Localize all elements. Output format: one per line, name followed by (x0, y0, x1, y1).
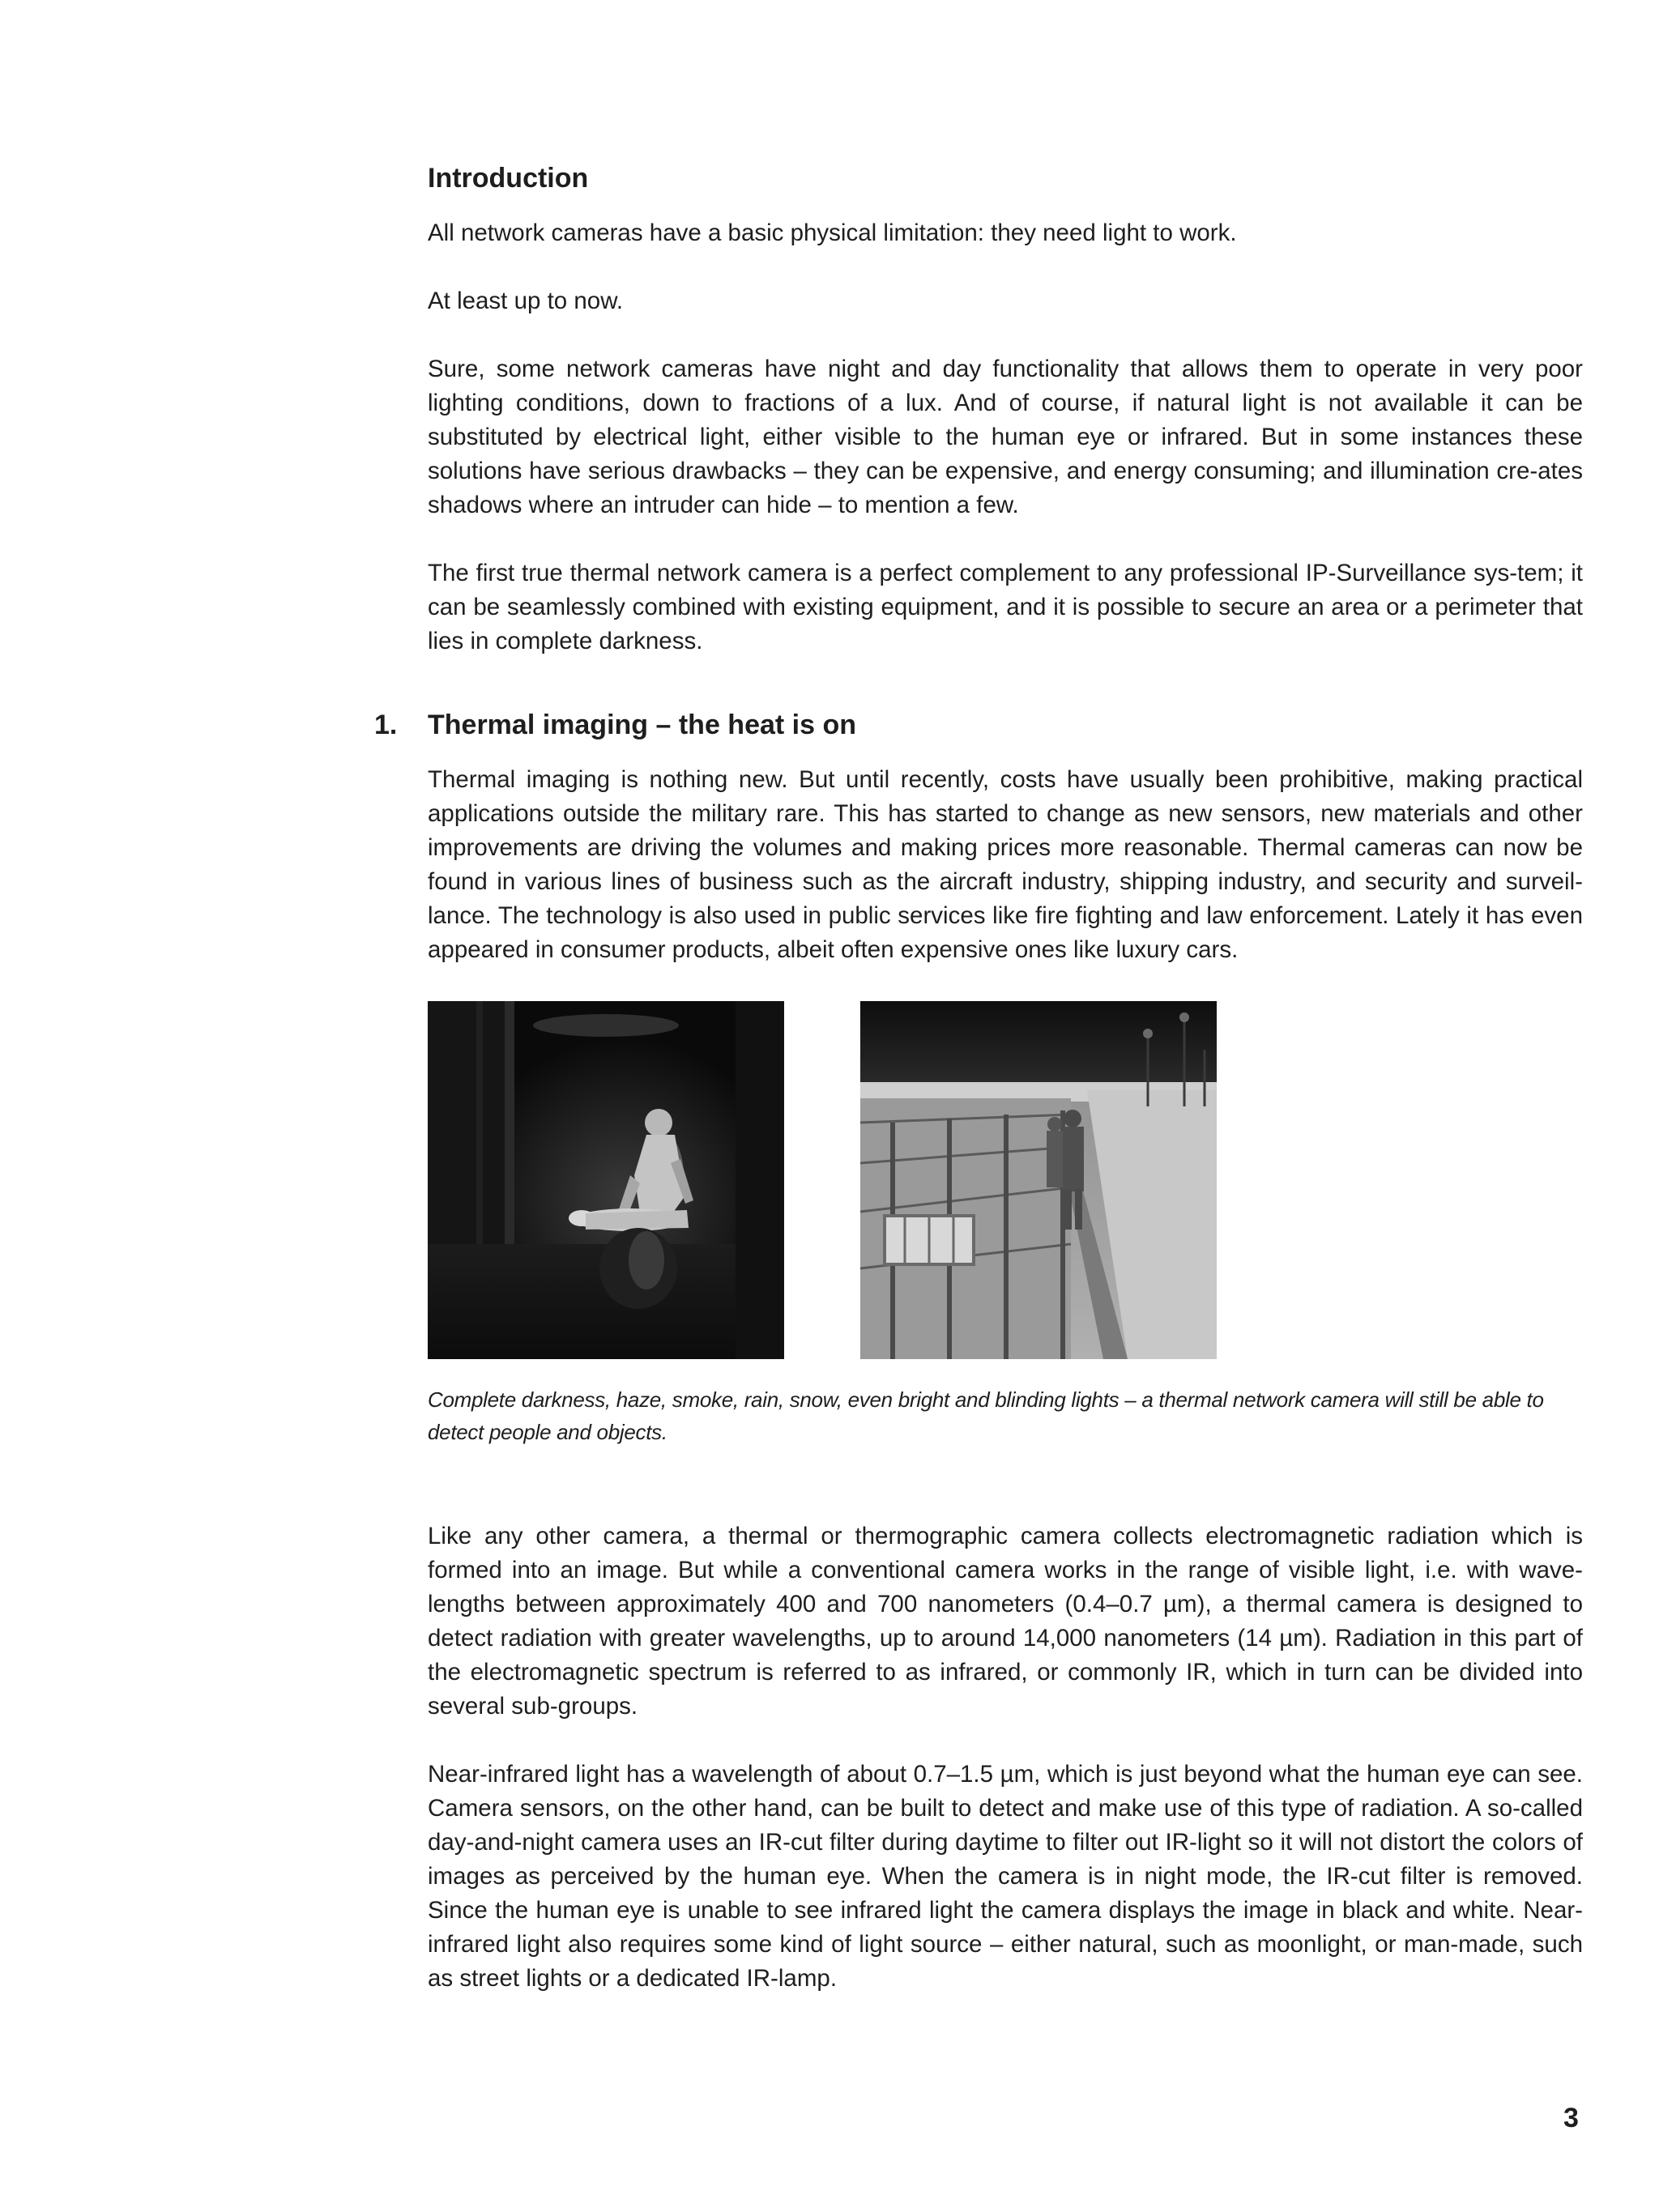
page-number: 3 (1563, 2103, 1579, 2133)
intro-paragraph-2: At least up to now. (428, 287, 624, 314)
thermal-image-walkway (860, 1001, 1217, 1359)
thermal-image-dark-room (428, 1001, 784, 1359)
section-1-number: 1. (374, 709, 398, 740)
page-content (374, 162, 1583, 2030)
section-1-paragraph-1: Thermal imaging is nothing new. But until recently, costs have usually been prohibitive, making practical applications outside the military rare. This has started to change as new sensors, new materials and other improvements are driving the volumes and making prices more reasonable. Thermal cameras can now be found in various lines of business such as the aircraft industry, shipping industry, and security and surveil-lance. The technology is also used in public services like fire fighting and law enforcement. Lately it has even appeared in consumer products, albeit often expensive ones like luxury cars. (428, 765, 1583, 963)
section-1-paragraph-2: Like any other camera, a thermal or thermographic camera collects electromagnetic radiation which is formed into an image. But while a conventional camera works in the range of visible light, i.e. with wave-lengths between approximately 400 and 700 nanometers (0.4–0.7 µm), a thermal camera is designed to detect radiation with greater wavelengths, up to around 14,000 nanometers (14 µm). Radiation in this part of the electromagnetic spectrum is referred to as infrared, or commonly IR, which in turn can be divided into several sub-groups. (428, 1522, 1583, 1720)
figure-caption: Complete darkness, haze, smoke, rain, snow, even bright and blinding lights – a thermal network camera will still be able to detect people and objects. (428, 1387, 1544, 1444)
section-1-title: Thermal imaging – the heat is on (428, 709, 856, 740)
thermal-image-figures (428, 1001, 1583, 1359)
section-1-heading (374, 709, 1583, 742)
intro-paragraph-4: The first true thermal network camera is a perfect complement to any professional IP-Surveillance sys-tem; it can be seamlessly combined with existing equipment, and it is possible to secure an area or a perimeter that lies in complete darkness. (428, 559, 1583, 654)
intro-heading: Introduction (428, 163, 589, 194)
intro-paragraph-1: All network cameras have a basic physical limitation: they need light to work. (428, 219, 1237, 246)
section-1-paragraph-3: Near-infrared light has a wavelength of about 0.7–1.5 µm, which is just beyond what the human eye can see. Camera sensors, on the other hand, can be built to detect and make use of this type of radiation. A so-called day-and-night camera uses an IR-cut filter during daytime to filter out IR-light so it will not distort the colors of images as perceived by the human eye. When the camera is in night mode, the IR-cut filter is removed. Since the human eye is unable to see infrared light the camera displays the image in black and white. Near-infrared light also requires some kind of light source – either natural, such as moonlight, or man-made, such as street lights or a dedicated IR-lamp. (428, 1760, 1583, 1992)
intro-paragraph-3: Sure, some network cameras have night and day functionality that allows them to operate in very poor lighting conditions, down to fractions of a lux. And of course, if natural light is not available it can be substituted by electrical light, either visible to the human eye or infrared. But in some instances these solutions have serious drawbacks – they can be expensive, and energy consuming; and illumination cre-ates shadows where an intruder can hide – to mention a few. (428, 355, 1583, 518)
